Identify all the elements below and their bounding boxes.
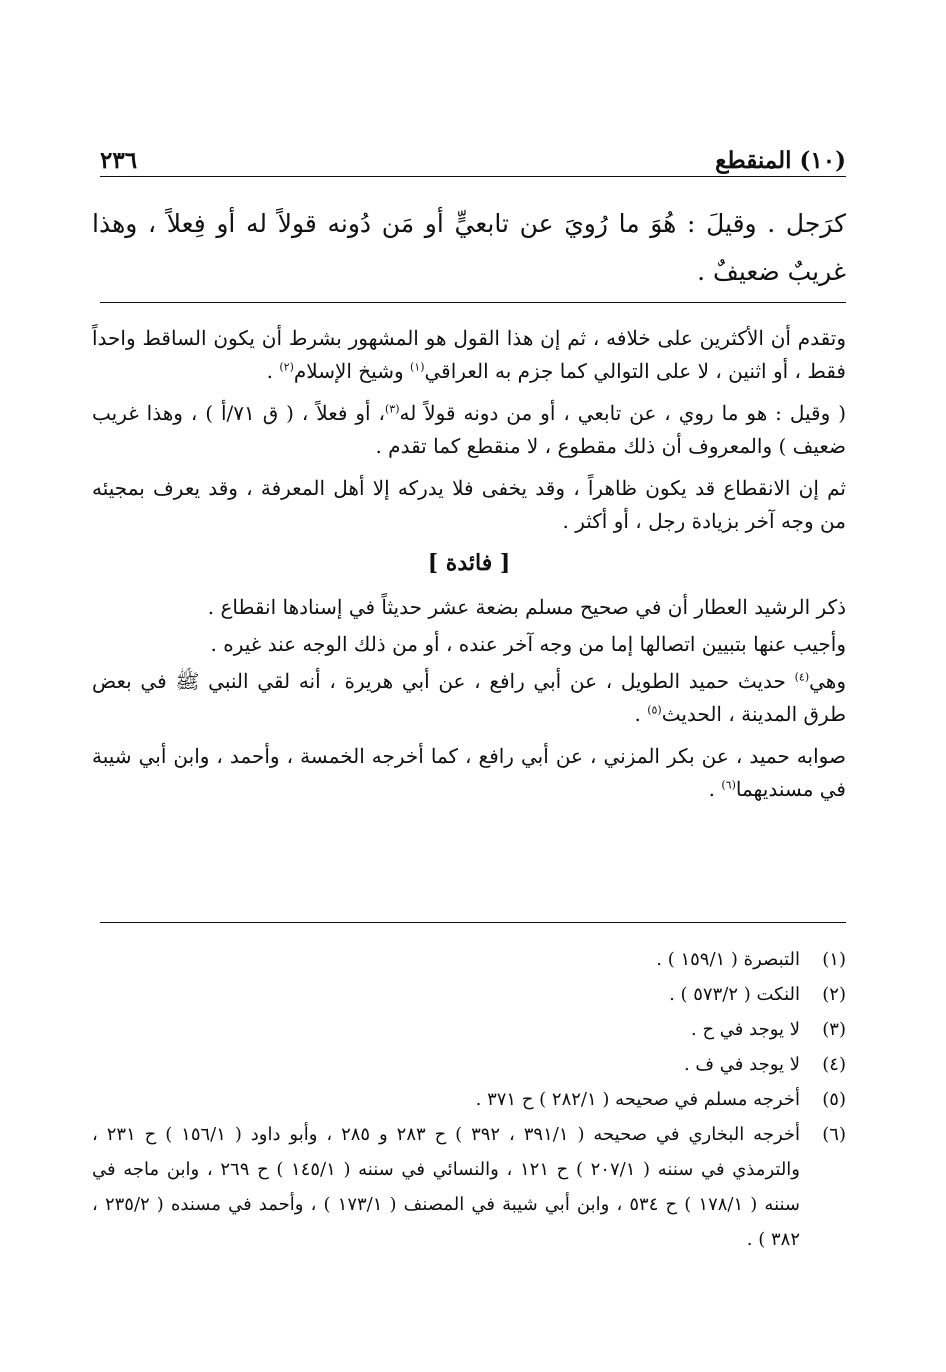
matn-text: كرَجل . وقيلَ : هُوَ ما رُويَ عن تابعيٍّ أو مَن دُونه قولاً له أو فِعلاً ، وهذا غريبٌ ضعيفٌ .	[92, 209, 846, 286]
page-number: ٢٣٦	[100, 147, 138, 174]
footnote: (٥) أخرجه مسلم في صحيحه ( ٢٨٢/١ ) ح ٣٧١ .	[475, 1089, 846, 1110]
chapter-title: (١٠) المنقطع	[715, 147, 846, 174]
matn-divider	[100, 302, 846, 303]
footnote-ref: (٤)	[794, 670, 810, 684]
section-heading: [ فائدة ]	[427, 550, 511, 576]
footnote: (٢) النكت ( ٥٧٣/٢ ) .	[669, 984, 846, 1005]
footnote: (١) التبصرة ( ١٥٩/١ ) .	[656, 949, 846, 970]
footnote: (٤) لا يوجد في ف .	[683, 1054, 846, 1075]
footnotes	[92, 942, 846, 1257]
footnote-ref: (٢)	[279, 360, 294, 374]
paragraph-7: صوابه حميد ، عن بكر المزني ، عن أبي رافع ، كما أخرجه الخمسة ، وأحمد ، وابن أبي شيبة في مسنديهما$^{(٦)}$ .	[92, 744, 846, 801]
paragraph-6: وهي$^{(٤)}$ حديث حميد الطويل ، عن أبي رافع ، عن أبي هريرة ، أنه لقي النبي ﷺ في بعض طرق المدينة ، الحديث$^{(٥)}$ .	[92, 669, 846, 726]
footnote: (٣) لا يوجد في ح .	[691, 1019, 846, 1040]
footnote-ref: (٣)	[385, 402, 400, 416]
header-rule	[100, 176, 846, 177]
paragraph-3: ثم إن الانقطاع قد يكون ظاهراً ، وقد يخفى فلا يدركه إلا أهل المعرفة ، وقد يعرف بمجيئه من وجه آخر بزيادة رجل ، أو أكثر .	[92, 476, 846, 533]
commentary-body	[92, 322, 846, 815]
paragraph-1: وتقدم أن الأكثرين على خلافه ، ثم إن هذا القول هو المشهور بشرط أن يكون الساقط واحداً فقط ، أو اثنين ، لا على التوالي كما جزم به العراقي$^{(١)}$ وشيخ الإسلام$^{(٢)}$ .	[92, 326, 846, 383]
footnote-ref: (٦)	[721, 778, 736, 792]
paragraph-5: وأجيب عنها بتبيين اتصالها إما من وجه آخر عنده ، أو من ذلك الوجه عند غيره .	[210, 632, 846, 656]
paragraph-4: ذكر الرشيد العطار أن في صحيح مسلم بضعة عشر حديثاً في إسنادها انقطاع .	[207, 595, 846, 619]
footnote-ref: (٥)	[647, 703, 662, 717]
paragraph-2: ( وقيل : هو ما روي ، عن تابعي ، أو من دونه قولاً له$^{(٣)}$، أو فعلاً ، ( ق ٧١/أ ) ، وهذا غريب ضعيف ) والمعروف أن ذلك مقطوع ، لا منقطع كما تقدم .	[92, 401, 846, 458]
footnote-divider	[100, 922, 846, 923]
footnote: (٦) أخرجه البخاري في صحيحه ( ٣٩١/١ ، ٣٩٢ ) ح ٢٨٣ و ٢٨٥ ، وأبو داود ( ١٥٦/١ ) ح ٢٣١ ، والترمذي في سننه ( ٢٠٧/١ ) ح ١٢١ ، والنسائي في سننه ( ١٤٥/١ ) ح ٢٦٩ ، وابن ماجه في سننه ( ١٧٨/١ ) ح ٥٣٤ ، وابن أبي شيبة في المصنف ( ١٧٣/١ ) ، وأحمد في مسنده ( ٢٣٥/٢ ، ٣٨٢ ) .	[92, 1124, 846, 1250]
page-header	[100, 134, 846, 174]
footnote-ref: (١)	[410, 360, 425, 374]
